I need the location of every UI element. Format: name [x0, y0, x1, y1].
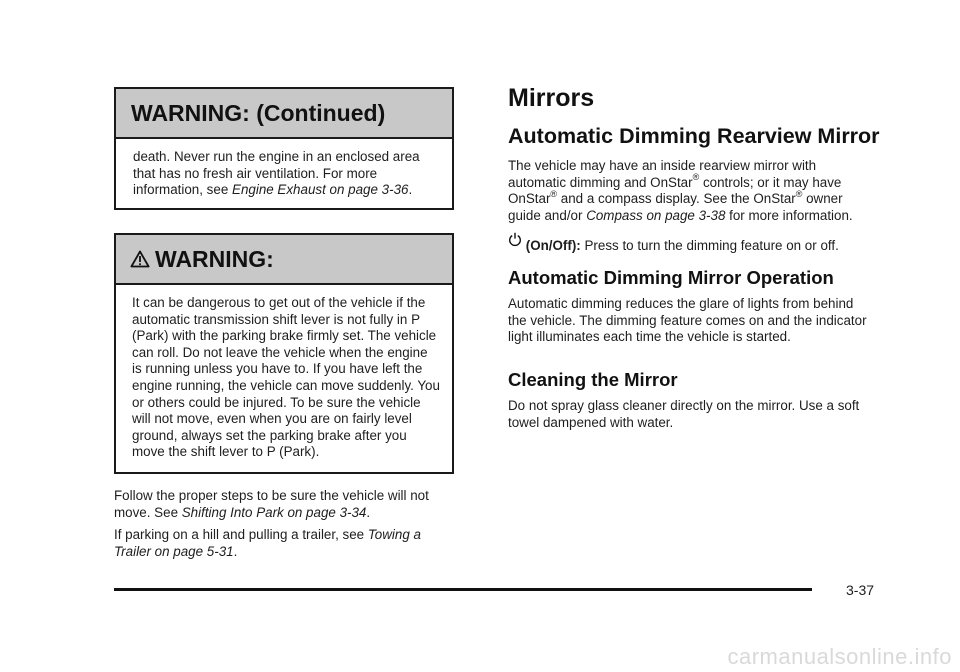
warning-continued-title: WARNING: (Continued): [131, 99, 386, 126]
cleaning-paragraph: Do not spray glass cleaner directly on the mirror. Use a soft towel dampened with water.: [508, 398, 860, 430]
warning-header: [116, 235, 452, 285]
page-number: 3-37: [846, 582, 875, 598]
shifting-into-park-link[interactable]: Shifting Into Park on page 3-34: [181, 504, 367, 520]
power-icon: [508, 232, 522, 252]
onoff-text: Press to turn the dimming feature on or off.: [584, 238, 839, 253]
compass-link[interactable]: Compass on page 3-38: [586, 207, 726, 223]
warning-continued-text: death. Never run the engine in an enclosed area that has no fresh air ventilation. For more information, see: [133, 149, 420, 198]
warning-continued-body: death. Never run the engine in an enclosed area that has no fresh air ventilation. For more information, see Engine Exhaust on page 3-36.: [133, 149, 420, 198]
warning-body: [116, 285, 452, 461]
mirrors-heading: Mirrors: [508, 84, 595, 112]
warning-title: WARNING:: [155, 245, 274, 272]
towing-trailer-link[interactable]: Towing a Trailer on page 5-31: [114, 527, 421, 559]
warning-continued-header: [116, 89, 452, 139]
shifting-paragraph: Follow the proper steps to be sure the vehicle will not move. See Shifting Into Park on page 3-34.: [114, 488, 429, 520]
warning-text: It can be dangerous to get out of the vehicle if the automatic transmission shift lever is not fully in P (Park) with the parking brake firmly set. The vehicle can roll. Do not leave the vehicle when the engine is running unless you have to. If you have left the engine running, the vehicle can move suddenly. You or others could be injured. To be sure the vehicle will not move, even when you are on fairly level ground, always set the parking brake after you move the shift lever to P (Park).: [132, 295, 440, 460]
warning-box: [114, 233, 454, 474]
auto-dimming-heading: Automatic Dimming Rearview Mirror: [508, 124, 880, 148]
footer-rule: [114, 588, 812, 591]
auto-dimming-paragraph: The vehicle may have an inside rearview mirror with automatic dimming and OnStar® controls; or it may have OnStar® and a compass display. See the OnStar® owner guide and/or Compass on page 3-38 for more information.: [508, 158, 853, 223]
cleaning-heading: Cleaning the Mirror: [508, 369, 678, 390]
warning-continued-box: [114, 87, 454, 210]
mirror-operation-heading: Automatic Dimming Mirror Operation: [508, 267, 834, 288]
mirror-operation-paragraph: Automatic dimming reduces the glare of lights from behind the vehicle. The dimming feature comes on and the indicator light illuminates each time the vehicle is started.: [508, 296, 867, 345]
engine-exhaust-link[interactable]: Engine Exhaust on page 3-36: [232, 182, 409, 198]
watermark: carmanualsonline.info: [727, 644, 952, 669]
onoff-label: (On/Off):: [525, 238, 581, 253]
warning-triangle-icon: [130, 247, 150, 274]
onoff-line: [508, 238, 888, 255]
trailer-paragraph: If parking on a hill and pulling a trailer, see Towing a Trailer on page 5-31.: [114, 527, 421, 559]
